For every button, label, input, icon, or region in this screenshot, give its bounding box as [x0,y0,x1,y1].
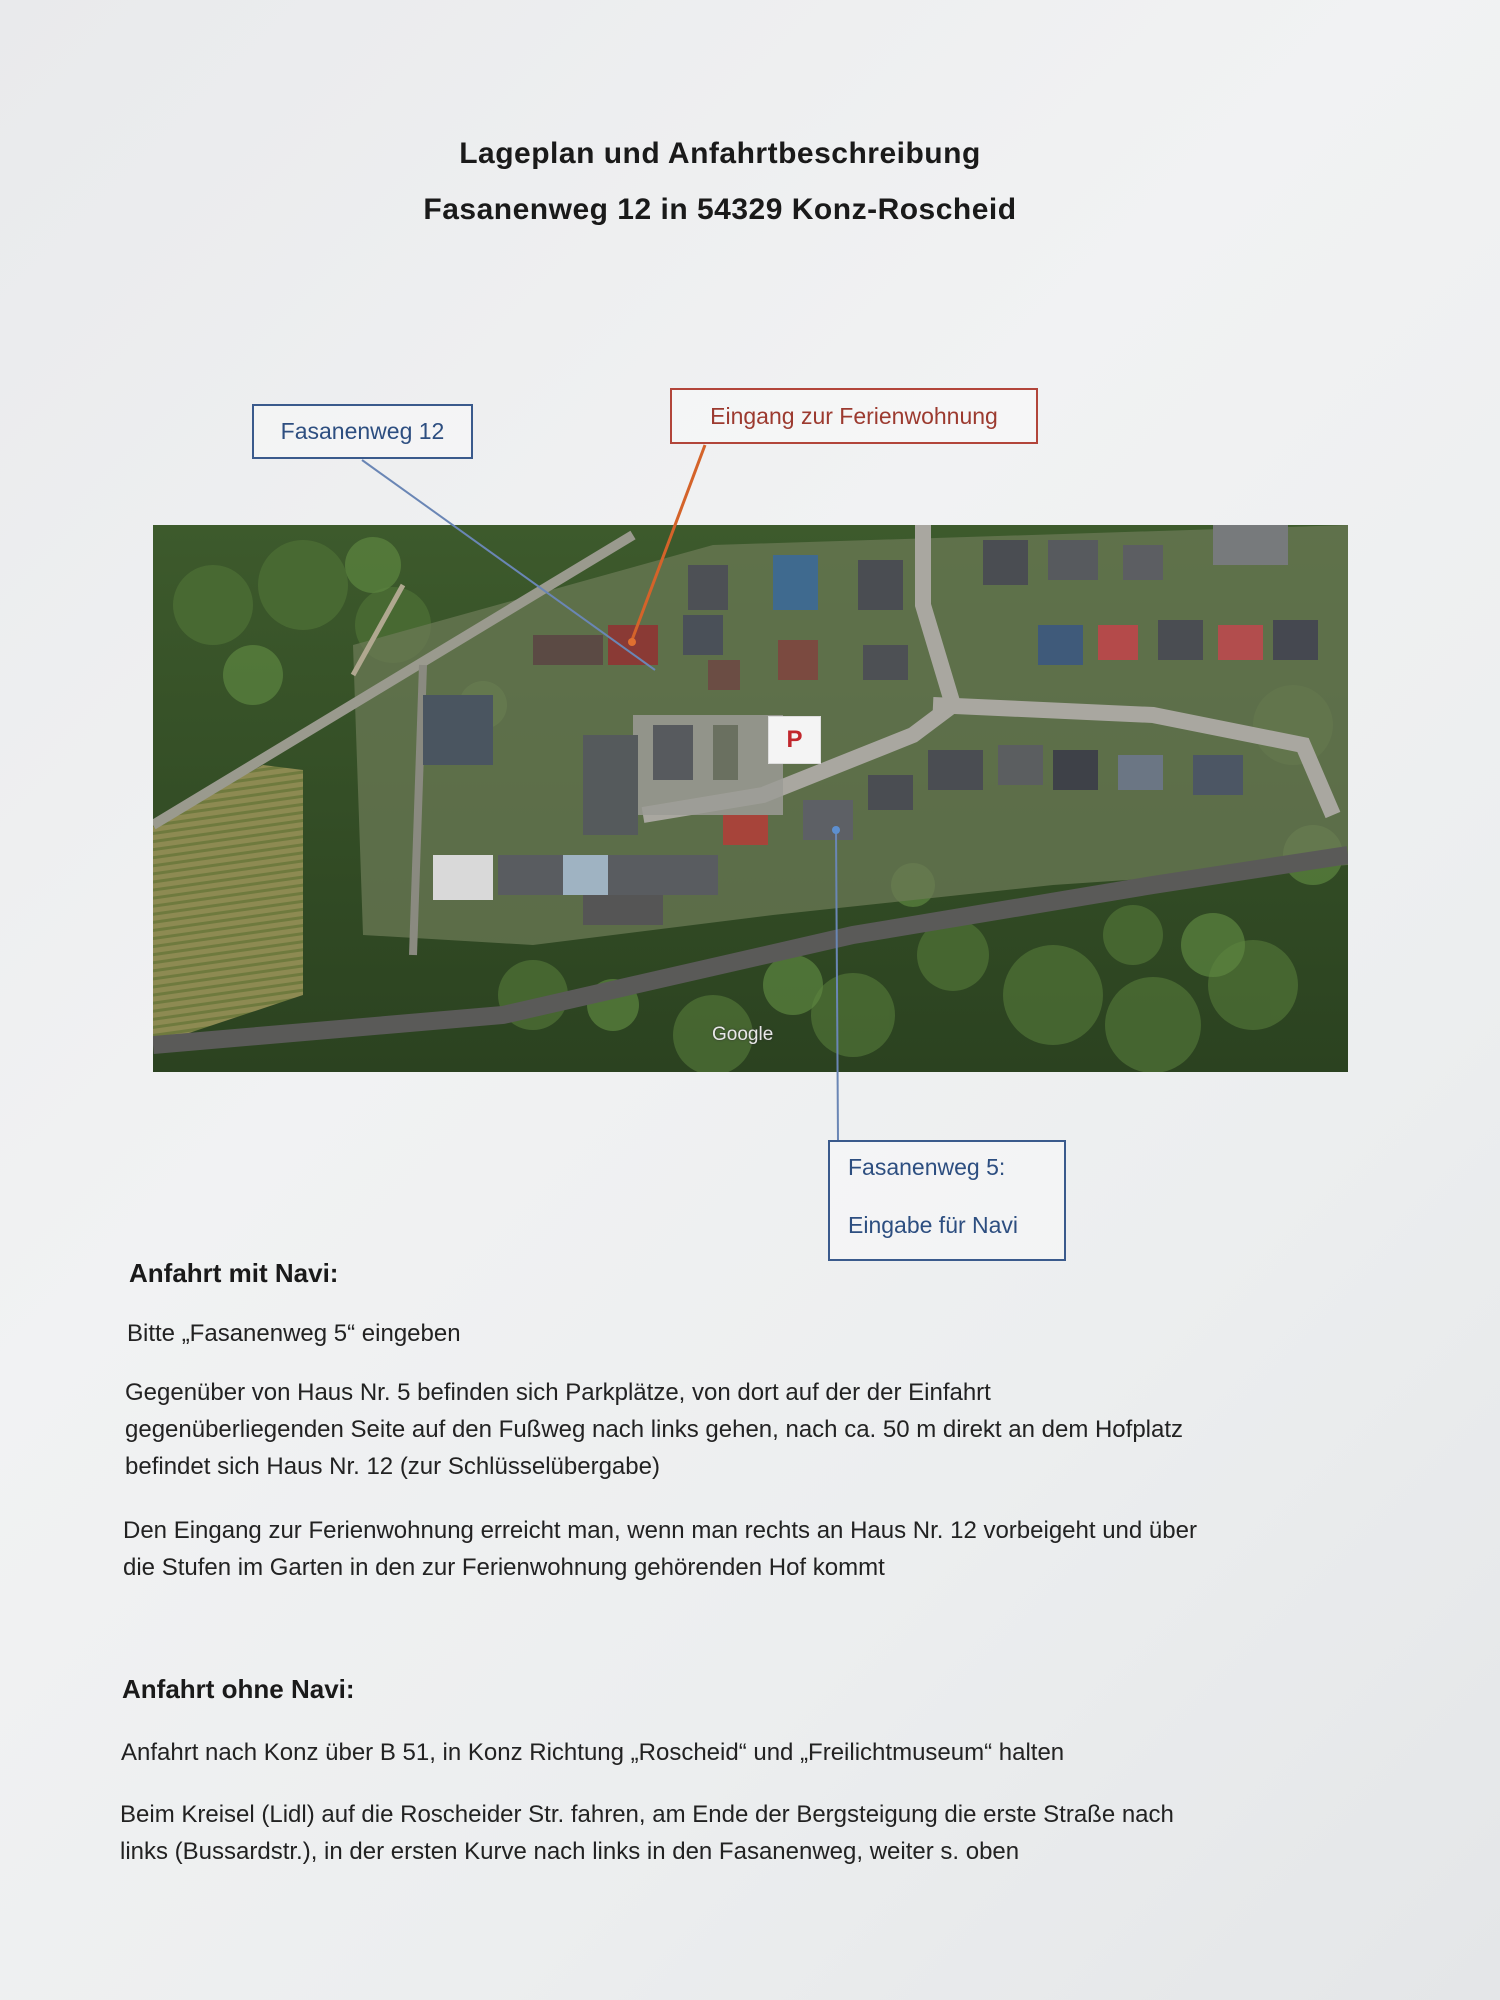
document-title: Lageplan und Anfahrtbeschreibung [459,137,981,170]
heading-anfahrt-mit-navi: Anfahrt mit Navi: [129,1258,339,1288]
heading-anfahrt-ohne-navi: Anfahrt ohne Navi: [122,1674,355,1704]
text-line: gegenüberliegenden Seite auf den Fußweg nach links gehen, nach ca. 50 m direkt an dem Hofplatz [125,1416,1184,1443]
map-attribution: Google [712,1024,774,1045]
ohne-navi-paragraph [120,1796,1174,1870]
navi-paragraph-entrance [123,1512,1197,1586]
callout-fasanenweg-12-label: Fasanenweg 12 [280,418,445,444]
text-line: links (Bussardstr.), in der ersten Kurve nach links in den Fasanenweg, weiter s. oben [120,1838,1020,1865]
aerial-map-image [153,525,1348,1072]
callout-fasanenweg-5-line1: Fasanenweg 5: [848,1154,1006,1180]
text-line: Den Eingang zur Ferienwohnung erreicht man, wenn man rechts an Haus Nr. 12 vorbeigeht und über [123,1517,1197,1544]
parking-marker: P [768,716,821,764]
text-line: Gegenüber von Haus Nr. 5 befinden sich Parkplätze, von dort auf der der Einfahrt [125,1379,991,1406]
callout-entrance-label: Eingang zur Ferienwohnung [710,402,998,429]
aerial-map [153,525,1348,1072]
callout-entrance [670,388,1038,444]
text-line: die Stufen im Garten in den zur Ferienwohnung gehörenden Hof kommt [123,1554,885,1581]
text-line: befindet sich Haus Nr. 12 (zur Schlüsselübergabe) [125,1453,660,1480]
navi-instruction: Bitte „Fasanenweg 5“ eingeben [127,1320,461,1347]
callout-fasanenweg-5-line2: Eingabe für Navi [848,1212,1019,1238]
callout-fasanenweg-5 [828,1140,1066,1261]
ohne-navi-route: Anfahrt nach Konz über B 51, in Konz Richtung „Roscheid“ und „Freilichtmuseum“ halten [121,1739,1065,1766]
navi-paragraph-parking [125,1374,1183,1485]
text-line: Beim Kreisel (Lidl) auf die Roscheider Str. fahren, am Ende der Bergsteigung die erste Straße nach [120,1801,1174,1828]
callout-fasanenweg-12 [252,404,473,459]
document-subtitle: Fasanenweg 12 in 54329 Konz-Roscheid [423,193,1017,226]
